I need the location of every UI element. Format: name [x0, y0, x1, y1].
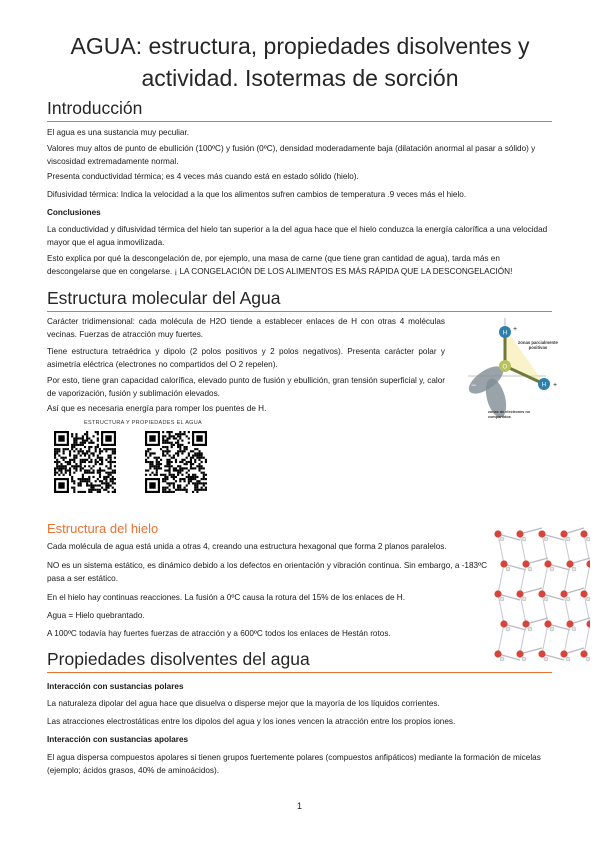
molecular-paragraph-2: Tiene estructura tetraédrica y dipolo (2 polos positivos y 2 polos negativos). Presenta carácter polar y asimetría eléctrica (electrones no compartidos del O 2 repelen). — [47, 347, 445, 369]
hydrogen-label: H — [502, 330, 508, 337]
qr-code-right[interactable] — [145, 431, 207, 493]
molecular-paragraph-1: Carácter tridimensional: cada molécula de H2O tiende a establecer enlaces de H con otras 4 moléculas vecinas. Fuerzas de atracción muy fuertes. — [47, 317, 445, 339]
qr-caption: ESTRUCTURA Y PROPIEDADES EL AGUA — [84, 420, 203, 426]
solvent-paragraph-2: La naturaleza dipolar del agua hace que disuelva o disperse mejor que la mayoría de los líquidos corrientes. — [47, 699, 440, 708]
solvent-subheading-apolares: Interacción con sustancias apolares — [47, 735, 189, 744]
qr-code-left[interactable] — [54, 431, 116, 493]
page-title: AGUA: estructura, propiedades disolventes y actividad. Isotermas de sorción — [70, 33, 530, 91]
intro-paragraph-7: Esto explica por qué la descongelación de, por ejemplo, una masa de carne (que tiene gran cantidad de agua), tarda más en descongelarse que en congelarse. ¡ LA CONGELACIÓN DE LOS ALIMENTOS ES MÁS RÁPIDA QUE LA DESCONGELACIÓN! — [47, 254, 513, 276]
intro-paragraph-2: Valores muy altos de punto de ebullición (100ºC) y fusión (0ºC), densidad moderadamente baja (dilatación anormal al pasar a sólido) y viscosidad extremadamente normal. — [47, 144, 536, 166]
positive-zone-label: zonas parcialmente positivas — [518, 340, 558, 350]
ice-paragraph-5: A 100ºC todavía hay fuertes fuerzas de atracción y a 600ºC todos los enlaces de Hestán rotos. — [47, 629, 391, 638]
molecular-paragraph-4: Así que es necesaria energía para romper los puentes de H. — [47, 404, 267, 413]
intro-paragraph-4: Difusividad térmica: Indica la velocidad a la que los alimentos sufren cambios de temperatura .9 veces más el hielo. — [47, 190, 467, 199]
plus-sign: + — [553, 382, 558, 389]
intro-paragraph-3: Presenta conductividad térmica; es 4 veces más cuando está en estado sólido (hielo). — [47, 172, 359, 181]
heading-introduccion: Introducción — [47, 97, 552, 122]
hydrogen-label: H — [541, 382, 547, 389]
solvent-subheading-polares: Interacción con sustancias polares — [47, 682, 184, 691]
minus-sign: − — [471, 380, 477, 390]
intro-paragraph-6: La conductividad y difusividad térmica del hielo tan superior a la del agua hace que el hielo conduzca la energía calorífica a una velocidad mayor que el agua inmovilizada. — [47, 225, 548, 247]
heading-estructura-hielo: Estructura del hielo — [47, 521, 159, 536]
solvent-paragraph-5: El agua dispersa compuestos apolares si tienen grupos fuertemente polares (compuestos anfipáticos) mediante la formación de micelas (ejemplo; ácidos grasos, 40% de aminoácidos). — [47, 753, 541, 775]
ice-paragraph-2: NO es un sistema estático, es dinámico debido a los defectos en orientación y vibración continua. Sin embargo, a -183ºC pasa a ser estático. — [47, 561, 487, 583]
intro-conclusiones-label: Conclusiones — [47, 208, 101, 217]
heading-propiedades-disolventes: Propiedades disolventes del agua — [47, 648, 552, 673]
heading-estructura-molecular: Estructura molecular del Agua — [47, 287, 552, 312]
ice-paragraph-4: Agua = Hielo quebrantado. — [47, 611, 145, 620]
page-number: 1 — [296, 801, 302, 811]
water-molecule-diagram — [458, 318, 588, 423]
oxygen-label: O — [502, 364, 508, 371]
solvent-paragraph-3: Las atracciones electrostáticas entre los dipolos del agua y los iones vencen la atracción entre los propios iones. — [47, 717, 456, 726]
plus-sign: + — [513, 326, 518, 333]
molecular-paragraph-3: Por esto, tiene gran capacidad calorífica, elevado punto de fusión y ebullición, gran tensión superficial y, calor de vaporización, fusión y sublimación elevados. — [47, 376, 445, 398]
intro-paragraph-1: El agua es una sustancia muy peculiar. — [47, 128, 190, 137]
negative-zone-label-wrap — [488, 410, 548, 423]
ice-paragraph-3: En el hielo hay continuas reacciones. La fusión a 0ºC causa la rotura del 15% de los enlaces de H. — [47, 593, 405, 602]
positive-zone-label-wrap — [516, 340, 560, 362]
ice-paragraph-1: Cada molécula de agua está unida a otras 4, creando una estructura hexagonal que forma 2 planos paralelos. — [47, 542, 447, 551]
negative-zone-label: zonas de electrones no compartidos — [488, 410, 530, 419]
